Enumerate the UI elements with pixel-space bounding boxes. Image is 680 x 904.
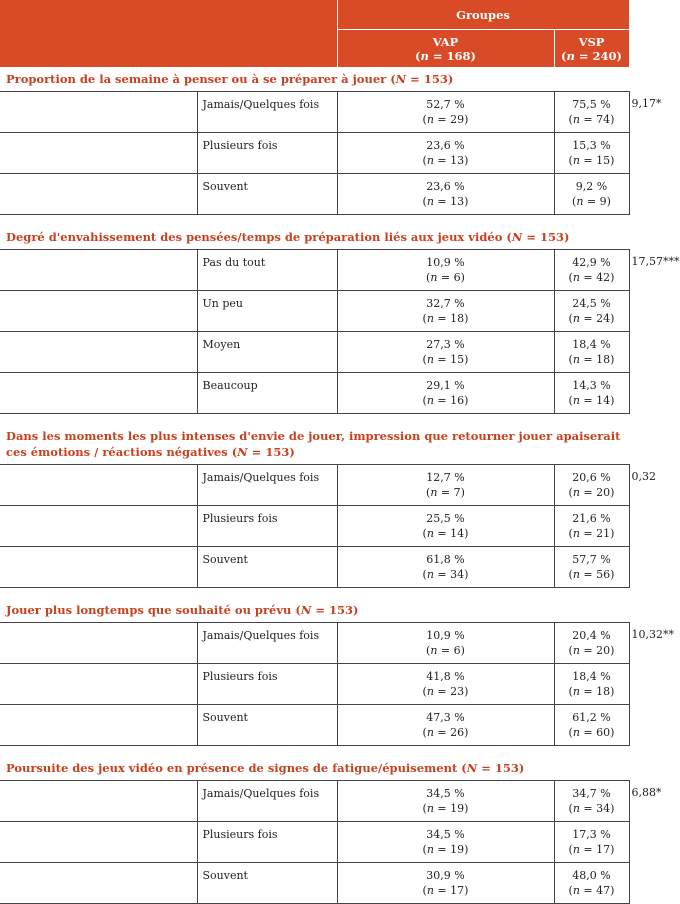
vsp-percent: 34,7 % bbox=[572, 787, 611, 800]
empty-cell bbox=[0, 705, 197, 746]
vsp-header: VSP (n = 240) bbox=[554, 30, 629, 68]
vap-cell bbox=[337, 822, 554, 863]
empty-cell bbox=[0, 506, 197, 547]
row-label: Jamais/Quelques fois bbox=[197, 465, 337, 506]
section-spacer bbox=[0, 414, 629, 425]
vap-count-value: 13 bbox=[450, 195, 465, 208]
vap-percent: 29,1 % bbox=[426, 379, 465, 392]
empty-cell bbox=[0, 92, 197, 133]
section-title-text: Jouer plus longtemps que souhaité ou prévu bbox=[6, 603, 292, 617]
table-row bbox=[0, 373, 629, 414]
vap-count: (n = 29) bbox=[422, 113, 469, 126]
empty-cell bbox=[0, 332, 197, 373]
section-title-row bbox=[0, 424, 629, 465]
section-n: 153 bbox=[265, 445, 290, 459]
vap-cell bbox=[337, 92, 554, 133]
empty-cell bbox=[0, 822, 197, 863]
vsp-count: (n = 21) bbox=[568, 527, 615, 540]
vsp-percent: 14,3 % bbox=[572, 379, 611, 392]
vap-header-n: 168 bbox=[446, 48, 471, 63]
vap-percent: 27,3 % bbox=[426, 338, 465, 351]
vsp-count-value: 60 bbox=[596, 726, 611, 739]
vsp-cell bbox=[554, 332, 629, 373]
vsp-cell bbox=[554, 465, 629, 506]
section-title-text: Proportion de la semaine à penser ou à se préparer à jouer bbox=[6, 72, 387, 86]
empty-cell bbox=[0, 373, 197, 414]
table-row bbox=[0, 822, 629, 863]
vsp-cell bbox=[554, 291, 629, 332]
vap-cell bbox=[337, 250, 554, 291]
section-title: Proportion de la semaine à penser ou à se préparer à jouer (N = 153) bbox=[0, 67, 629, 92]
vsp-cell bbox=[554, 664, 629, 705]
vsp-percent: 57,7 % bbox=[572, 553, 611, 566]
table-row bbox=[0, 174, 629, 215]
vap-percent: 61,8 % bbox=[426, 553, 465, 566]
vap-count: (n = 13) bbox=[422, 154, 469, 167]
vsp-count: (n = 18) bbox=[568, 685, 615, 698]
vap-cell bbox=[337, 506, 554, 547]
table-header bbox=[0, 0, 664, 67]
row-label: Jamais/Quelques fois bbox=[197, 781, 337, 822]
vap-percent: 30,9 % bbox=[426, 869, 465, 882]
groupes-header-label: Groupes bbox=[337, 0, 629, 30]
vsp-percent: 20,4 % bbox=[572, 629, 611, 642]
table-row: Pas du tout 10,9 % (n = 6) 42,9 % (n = 42) 17,57*** bbox=[0, 250, 629, 291]
vap-percent: 41,8 % bbox=[426, 670, 465, 683]
vap-count: (n = 6) bbox=[426, 271, 465, 284]
vsp-count: (n = 42) bbox=[568, 271, 615, 284]
table-row bbox=[0, 664, 629, 705]
section-title-row bbox=[0, 598, 629, 623]
row-label: Moyen bbox=[197, 332, 337, 373]
empty-cell bbox=[0, 623, 197, 664]
vsp-count-value: 9 bbox=[599, 195, 607, 208]
vap-cell bbox=[337, 705, 554, 746]
vap-cell bbox=[337, 781, 554, 822]
spacer-cell bbox=[0, 746, 629, 757]
vap-cell bbox=[337, 133, 554, 174]
n-symbol: N bbox=[395, 72, 407, 86]
vap-count-value: 7 bbox=[453, 486, 461, 499]
row-label: Plusieurs fois bbox=[197, 506, 337, 547]
vsp-cell bbox=[554, 623, 629, 664]
table-row: Jamais/Quelques fois 10,9 % (n = 6) 20,4 % (n = 20) 10,32** bbox=[0, 623, 629, 664]
table-row bbox=[0, 547, 629, 588]
vap-percent: 23,6 % bbox=[426, 139, 465, 152]
row-label: Jamais/Quelques fois bbox=[197, 92, 337, 133]
row-label: Souvent bbox=[197, 705, 337, 746]
section-title-text: Dans les moments les plus intenses d'envie de jouer, impression que retourner jouer apaiserait ces émotions / réactions négatives bbox=[6, 429, 621, 459]
vap-cell bbox=[337, 291, 554, 332]
vap-cell bbox=[337, 465, 554, 506]
vsp-percent: 18,4 % bbox=[572, 338, 611, 351]
vap-count-value: 16 bbox=[450, 394, 465, 407]
vsp-count-value: 20 bbox=[596, 486, 611, 499]
table-row: Jamais/Quelques fois 34,5 % (n = 19) 34,7 % (n = 34) 6,88* bbox=[0, 781, 629, 822]
section-title: Degré d'envahissement des pensées/temps de préparation liés aux jeux vidéo (N = 153) bbox=[0, 225, 629, 250]
vap-count-value: 19 bbox=[450, 802, 465, 815]
section-spacer bbox=[0, 215, 629, 226]
row-label: Plusieurs fois bbox=[197, 133, 337, 174]
vap-percent: 32,7 % bbox=[426, 297, 465, 310]
vap-cell bbox=[337, 623, 554, 664]
section-title: Dans les moments les plus intenses d'envie de jouer, impression que retourner jouer apaiserait ces émotions / réactions négatives (N = 153) bbox=[0, 424, 629, 465]
row-label: Souvent bbox=[197, 863, 337, 904]
table-row bbox=[0, 506, 629, 547]
empty-cell bbox=[0, 781, 197, 822]
vsp-header-n: 240 bbox=[592, 48, 617, 63]
n-symbol: N bbox=[237, 445, 248, 459]
vap-cell bbox=[337, 547, 554, 588]
spacer-cell bbox=[0, 215, 629, 226]
vsp-count: (n = 60) bbox=[568, 726, 615, 739]
section-title-row bbox=[0, 225, 629, 250]
vsp-count-value: 17 bbox=[596, 843, 611, 856]
vap-count: (n = 6) bbox=[426, 644, 465, 657]
vsp-percent: 42,9 % bbox=[572, 256, 611, 269]
vsp-cell bbox=[554, 133, 629, 174]
header-blank bbox=[0, 0, 337, 67]
vsp-cell bbox=[554, 547, 629, 588]
empty-cell bbox=[0, 547, 197, 588]
section-n: 153 bbox=[423, 72, 448, 86]
vsp-cell bbox=[554, 373, 629, 414]
empty-cell bbox=[0, 250, 197, 291]
vap-count: (n = 18) bbox=[422, 312, 469, 325]
vsp-cell bbox=[554, 822, 629, 863]
table-row: Jamais/Quelques fois 12,7 % (n = 7) 20,6 % (n = 20) 0,32 bbox=[0, 465, 629, 506]
chi-header-label: Chi-carré bbox=[629, 12, 664, 41]
vsp-percent: 15,3 % bbox=[572, 139, 611, 152]
vsp-count-value: 56 bbox=[596, 568, 611, 581]
vap-percent: 47,3 % bbox=[426, 711, 465, 724]
vsp-cell bbox=[554, 705, 629, 746]
table-row: Jamais/Quelques fois 52,7 % (n = 29) 75,5 % (n = 74) 9,17* bbox=[0, 92, 629, 133]
section-n: 153 bbox=[540, 230, 565, 244]
row-label: Pas du tout bbox=[197, 250, 337, 291]
section-spacer bbox=[0, 588, 629, 599]
section-spacer bbox=[0, 746, 629, 757]
vsp-cell bbox=[554, 92, 629, 133]
vap-header-label: VAP bbox=[432, 34, 459, 49]
section-title-text: Poursuite des jeux vidéo en présence de signes de fatigue/épuisement bbox=[6, 761, 458, 775]
vsp-count-value: 21 bbox=[596, 527, 611, 540]
vsp-percent: 17,3 % bbox=[572, 828, 611, 841]
section-title-row bbox=[0, 756, 629, 781]
section-n: 153 bbox=[494, 761, 519, 775]
vsp-count: (n = 15) bbox=[568, 154, 615, 167]
spacer-cell bbox=[0, 414, 629, 425]
table-row bbox=[0, 705, 629, 746]
vsp-count-value: 34 bbox=[596, 802, 611, 815]
vsp-count: (n = 17) bbox=[568, 843, 615, 856]
vap-cell bbox=[337, 863, 554, 904]
row-label: Souvent bbox=[197, 174, 337, 215]
vap-percent: 10,9 % bbox=[426, 629, 465, 642]
vap-count-value: 18 bbox=[450, 312, 465, 325]
vap-count-value: 15 bbox=[450, 353, 465, 366]
empty-cell bbox=[0, 465, 197, 506]
vap-count-value: 29 bbox=[450, 113, 465, 126]
table-row bbox=[0, 863, 629, 904]
vap-cell bbox=[337, 664, 554, 705]
vap-count: (n = 26) bbox=[422, 726, 469, 739]
vsp-percent: 20,6 % bbox=[572, 471, 611, 484]
vap-percent: 25,5 % bbox=[426, 512, 465, 525]
empty-cell bbox=[0, 664, 197, 705]
section-n: 153 bbox=[329, 603, 354, 617]
row-label: Jamais/Quelques fois bbox=[197, 623, 337, 664]
vap-count: (n = 7) bbox=[426, 486, 465, 499]
vap-count-value: 19 bbox=[450, 843, 465, 856]
vap-percent: 10,9 % bbox=[426, 256, 465, 269]
n-symbol: N bbox=[300, 603, 312, 617]
vap-header: VAP (n = 168) bbox=[337, 30, 554, 68]
empty-cell bbox=[0, 133, 197, 174]
vsp-count-value: 18 bbox=[596, 685, 611, 698]
vap-cell bbox=[337, 332, 554, 373]
vap-count-value: 23 bbox=[450, 685, 465, 698]
row-label: Beaucoup bbox=[197, 373, 337, 414]
row-label: Un peu bbox=[197, 291, 337, 332]
vsp-cell bbox=[554, 506, 629, 547]
vsp-count: (n = 14) bbox=[568, 394, 615, 407]
vap-count-value: 6 bbox=[453, 644, 461, 657]
row-label: Plusieurs fois bbox=[197, 664, 337, 705]
vap-percent: 12,7 % bbox=[426, 471, 465, 484]
vap-count: (n = 15) bbox=[422, 353, 469, 366]
vsp-count: (n = 24) bbox=[568, 312, 615, 325]
table-body bbox=[0, 67, 680, 904]
vsp-count-value: 18 bbox=[596, 353, 611, 366]
vsp-count: (n = 20) bbox=[568, 486, 615, 499]
vap-percent: 34,5 % bbox=[426, 828, 465, 841]
empty-cell bbox=[0, 291, 197, 332]
vsp-percent: 75,5 % bbox=[572, 98, 611, 111]
vap-count: (n = 34) bbox=[422, 568, 469, 581]
vap-count-value: 17 bbox=[450, 884, 465, 897]
vsp-count: (n = 47) bbox=[568, 884, 615, 897]
vsp-count: (n = 18) bbox=[568, 353, 615, 366]
vap-count-value: 26 bbox=[450, 726, 465, 739]
vap-count: (n = 19) bbox=[422, 843, 469, 856]
vsp-count-value: 47 bbox=[596, 884, 611, 897]
vsp-percent: 18,4 % bbox=[572, 670, 611, 683]
vsp-count-value: 15 bbox=[596, 154, 611, 167]
vsp-count-value: 20 bbox=[596, 644, 611, 657]
vsp-percent: 61,2 % bbox=[572, 711, 611, 724]
table-row bbox=[0, 291, 629, 332]
vap-percent: 23,6 % bbox=[426, 180, 465, 193]
section-title: Poursuite des jeux vidéo en présence de signes de fatigue/épuisement (N = 153) bbox=[0, 756, 629, 781]
vsp-count-value: 24 bbox=[596, 312, 611, 325]
vsp-count: (n = 74) bbox=[568, 113, 615, 126]
vap-count-value: 14 bbox=[450, 527, 465, 540]
vap-percent: 34,5 % bbox=[426, 787, 465, 800]
vap-count-value: 34 bbox=[450, 568, 465, 581]
spacer-cell bbox=[0, 588, 629, 599]
vsp-count-value: 74 bbox=[596, 113, 611, 126]
vsp-count: (n = 34) bbox=[568, 802, 615, 815]
vap-cell bbox=[337, 174, 554, 215]
n-symbol: N bbox=[466, 761, 478, 775]
vsp-cell bbox=[554, 863, 629, 904]
section-title-row bbox=[0, 67, 629, 92]
vsp-count-value: 42 bbox=[596, 271, 611, 284]
chi-header-symbol: (χ²) bbox=[629, 40, 653, 55]
vap-percent: 52,7 % bbox=[426, 98, 465, 111]
vap-count-value: 6 bbox=[453, 271, 461, 284]
vsp-count-value: 14 bbox=[596, 394, 611, 407]
section-title: Jouer plus longtemps que souhaité ou prévu (N = 153) bbox=[0, 598, 629, 623]
vsp-header-label: VSP bbox=[578, 34, 605, 49]
vsp-cell bbox=[554, 174, 629, 215]
vsp-percent: 24,5 % bbox=[572, 297, 611, 310]
vap-count-value: 13 bbox=[450, 154, 465, 167]
vsp-cell bbox=[554, 781, 629, 822]
vap-count: (n = 13) bbox=[422, 195, 469, 208]
empty-cell bbox=[0, 863, 197, 904]
vsp-percent: 48,0 % bbox=[572, 869, 611, 882]
vsp-percent: 21,6 % bbox=[572, 512, 611, 525]
vap-count: (n = 19) bbox=[422, 802, 469, 815]
vap-cell bbox=[337, 373, 554, 414]
vap-count: (n = 14) bbox=[422, 527, 469, 540]
empty-cell bbox=[0, 174, 197, 215]
vsp-percent: 9,2 % bbox=[575, 180, 608, 193]
table-row bbox=[0, 133, 629, 174]
row-label: Plusieurs fois bbox=[197, 822, 337, 863]
vsp-count: (n = 20) bbox=[568, 644, 615, 657]
vsp-cell bbox=[554, 250, 629, 291]
n-symbol: N bbox=[511, 230, 523, 244]
row-label: Souvent bbox=[197, 547, 337, 588]
section-title-text: Degré d'envahissement des pensées/temps de préparation liés aux jeux vidéo bbox=[6, 230, 503, 244]
vsp-count: (n = 9) bbox=[572, 195, 611, 208]
vsp-count: (n = 56) bbox=[568, 568, 615, 581]
vap-count: (n = 17) bbox=[422, 884, 469, 897]
vap-count: (n = 16) bbox=[422, 394, 469, 407]
table-row bbox=[0, 332, 629, 373]
vap-count: (n = 23) bbox=[422, 685, 469, 698]
